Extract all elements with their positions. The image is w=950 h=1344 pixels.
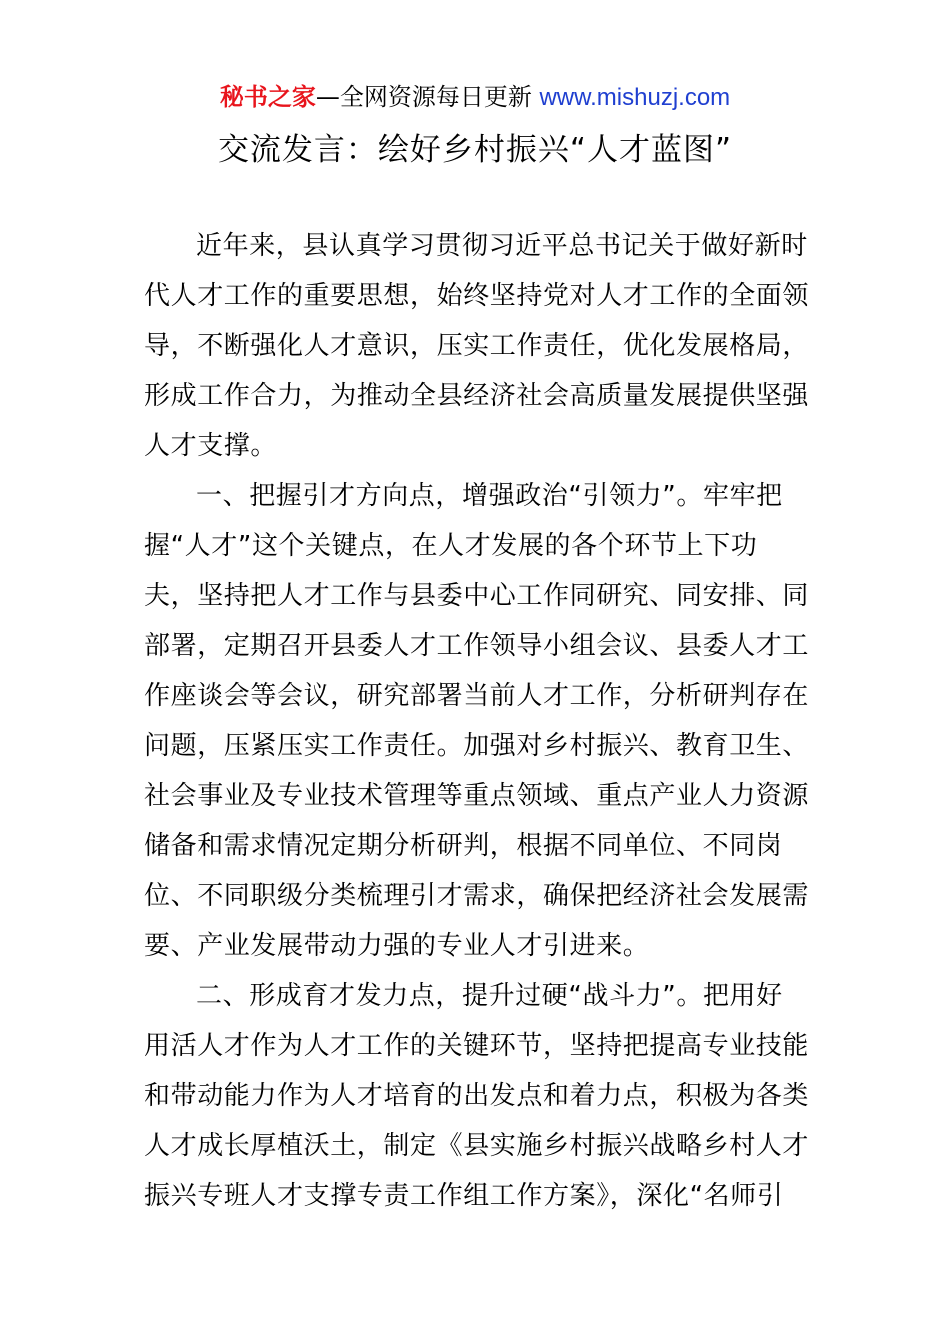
- text-line: 人才支撑。: [144, 431, 278, 461]
- text-line: 用活人才作为人才工作的关键环节，坚持把提高专业技能: [144, 1031, 810, 1061]
- text-line: 形成工作合力，为推动全县经济社会高质量发展提供坚强: [144, 381, 810, 411]
- text-line: 和带动能力作为人才培育的出发点和着力点，积极为各类: [144, 1081, 810, 1111]
- text-line: 人才成长厚植沃土，制定《县实施乡村振兴战略乡村人才: [144, 1131, 810, 1161]
- text-line: 二、形成育才发力点，提升过硬“战斗力”。把用好: [196, 981, 783, 1011]
- text-line: 位、不同职级分类梳理引才需求，确保把经济社会发展需: [144, 881, 810, 911]
- document-body: [144, 221, 808, 1221]
- site-header: [0, 80, 950, 115]
- text-line: 夫，坚持把人才工作与县委中心工作同研究、同安排、同: [144, 581, 810, 611]
- text-line: 导，不断强化人才意识，压实工作责任，优化发展格局，: [144, 331, 810, 361]
- text-line: 社会事业及专业技术管理等重点领域、重点产业人力资源: [144, 781, 810, 811]
- site-tagline: —全网资源每日更新: [315, 83, 540, 111]
- text-line: 部署，定期召开县委人才工作领导小组会议、县委人才工: [144, 631, 810, 661]
- text-line: 振兴专班人才支撑专责工作组工作方案》，深化“名师引: [144, 1181, 784, 1211]
- document-title: 交流发言：绘好乡村振兴“人才蓝图”: [217, 132, 733, 168]
- text-line: 要、产业发展带动力强的专业人才引进来。: [144, 931, 650, 961]
- text-line: 近年来，县认真学习贯彻习近平总书记关于做好新时: [196, 231, 808, 261]
- site-brand: 秘书之家: [219, 83, 316, 111]
- text-line: 代人才工作的重要思想，始终坚持党对人才工作的全面领: [144, 281, 810, 311]
- site-url: www.mishuzj.com: [539, 84, 731, 111]
- text-line: 握“人才”这个关键点，在人才发展的各个环节上下功: [144, 531, 758, 561]
- text-line: 储备和需求情况定期分析研判，根据不同单位、不同岗: [144, 831, 783, 861]
- text-line: 一、把握引才方向点，增强政治“引领力”。牢牢把: [196, 481, 783, 511]
- text-line: 问题，压紧压实工作责任。加强对乡村振兴、教育卫生、: [144, 731, 810, 761]
- text-line: 作座谈会等会议，研究部署当前人才工作，分析研判存在: [144, 681, 810, 711]
